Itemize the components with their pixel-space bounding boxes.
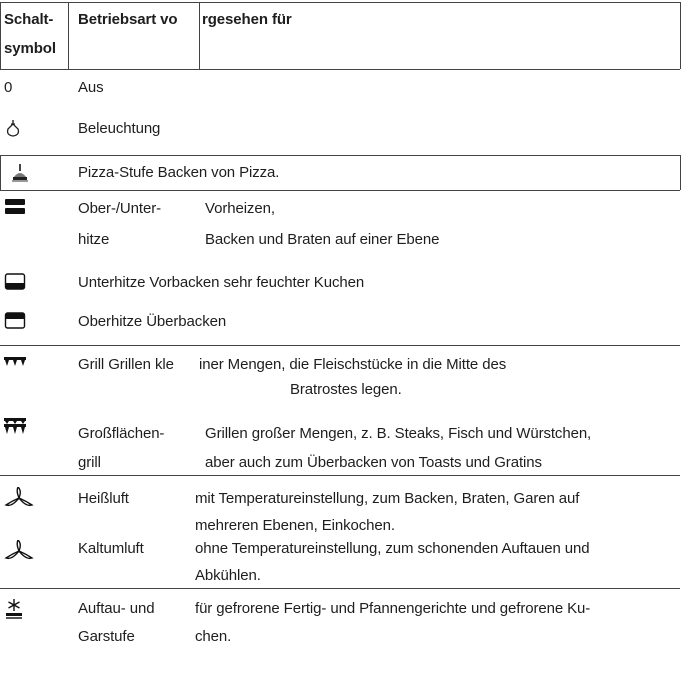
mode-label-line1: Ober-/Unter- xyxy=(78,200,161,217)
use-text-line1: mit Temperatureinstellung, zum Backen, Braten, Garen auf xyxy=(195,490,580,507)
header-symbol-line2: symbol xyxy=(4,40,56,57)
row-divider xyxy=(0,155,680,156)
top-heat-icon xyxy=(4,312,26,330)
header-mode-right: rgesehen für xyxy=(202,11,292,28)
use-text-line1: Grillen großer Mengen, z. B. Steaks, Fisch und Würstchen, xyxy=(205,425,592,442)
mode-label-right: iner Mengen, die Fleischstücke in die Mitte des xyxy=(199,356,507,373)
large-grill-icon xyxy=(4,418,26,436)
header-symbol-line1: Schalt- xyxy=(4,11,54,28)
mode-label-line2: grill xyxy=(78,454,101,471)
left-border xyxy=(0,2,1,69)
row-divider xyxy=(0,190,680,191)
fan-icon xyxy=(4,540,34,562)
use-text-line1: Vorheizen, xyxy=(205,200,275,217)
use-text-line1: ohne Temperatureinstellung, zum schonenden Auftauen und xyxy=(195,540,590,557)
use-text-line2: chen. xyxy=(195,628,232,645)
fan-icon xyxy=(4,487,34,509)
header-split-divider xyxy=(199,2,200,69)
mode-label: Aus xyxy=(78,79,104,96)
mode-label: Oberhitze Überbacken xyxy=(78,313,227,330)
zero-symbol: 0 xyxy=(4,79,13,96)
mode-label: Beleuchtung xyxy=(78,120,161,137)
use-text-line2: Backen und Braten auf einer Ebene xyxy=(205,231,440,248)
use-text-line2: Abkühlen. xyxy=(195,567,261,584)
mode-label: Unterhitze Vorbacken sehr feuchter Kuchen xyxy=(78,274,365,291)
bottom-heat-icon xyxy=(4,273,26,291)
row-divider xyxy=(0,588,680,589)
mode-label: Pizza-Stufe Backen von Pizza. xyxy=(78,164,280,181)
mode-label-line2: Garstufe xyxy=(78,628,135,645)
row-divider xyxy=(0,345,680,346)
use-text-line2: Bratrostes legen. xyxy=(290,381,402,398)
left-border xyxy=(0,155,1,190)
mode-label-left: Grill Grillen kle xyxy=(78,356,174,373)
mode-label: Heißluft xyxy=(78,490,129,507)
mode-label-line1: Großflächen- xyxy=(78,425,165,442)
row-divider xyxy=(0,475,680,476)
grill-icon xyxy=(4,357,26,369)
use-text-line2: aber auch zum Überbacken von Toasts und Gratins xyxy=(205,454,542,471)
top-bottom-heat-icon xyxy=(4,199,26,215)
defrost-icon xyxy=(5,598,23,620)
mode-label-line2: hitze xyxy=(78,231,110,248)
header-mode-left: Betriebsart vo xyxy=(78,11,178,28)
header-bottom-border xyxy=(0,69,680,70)
symbol-column-divider xyxy=(68,2,69,69)
table-top-border xyxy=(0,2,680,3)
lamp-icon xyxy=(5,119,21,139)
mode-label: Kaltumluft xyxy=(78,540,144,557)
mode-label-line1: Auftau- und xyxy=(78,600,155,617)
use-text-line1: für gefrorene Fertig- und Pfannengerichte und gefrorene Ku- xyxy=(195,600,591,617)
use-text-line2: mehreren Ebenen, Einkochen. xyxy=(195,517,395,534)
pizza-icon xyxy=(12,163,28,183)
